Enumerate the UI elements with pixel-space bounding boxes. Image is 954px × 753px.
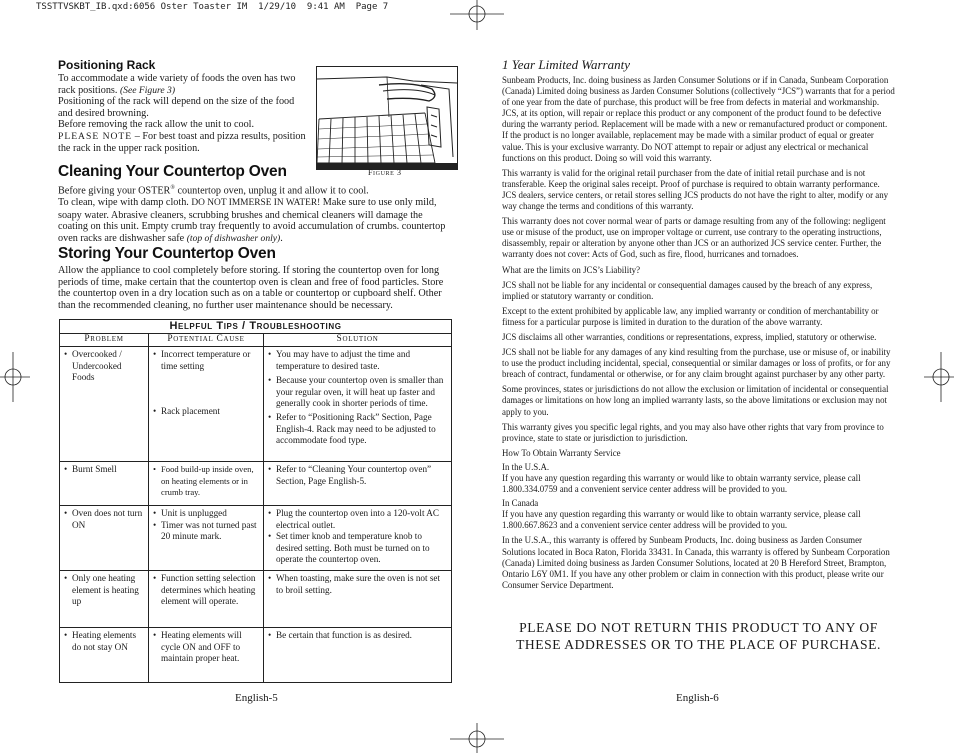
cleaning-paragraph-2 — [58, 197, 452, 244]
solution-cell — [264, 347, 452, 462]
cause-item: • Function setting selection determines which heating element will operate. — [152, 573, 260, 607]
table-row — [60, 506, 452, 571]
cleaning-text-1b: countertop oven, unplug it and allow it to cool. — [174, 185, 369, 197]
immerse-warning: DO NOT IMMERSE IN WATER! — [191, 197, 321, 208]
problem-cell — [60, 571, 149, 628]
table-row — [60, 628, 452, 683]
canada-text: If you have any question regarding this warranty or would like to obtain warranty service, please call 1.800.667.8623 and a convenient service center address will be provided to you. — [502, 509, 861, 531]
table-row — [60, 462, 452, 506]
positioning-paragraph-3: Before removing the rack allow the unit to cool. — [58, 119, 255, 131]
problem-cell — [60, 462, 149, 506]
problem-text: • Oven does not turn ON — [63, 508, 145, 531]
header-problem: Problem — [60, 334, 149, 347]
registration-mark-left — [0, 352, 30, 402]
solution-item: • When toasting, make sure the oven is not set to broil setting. — [267, 573, 448, 596]
note-label: PLEASE NOTE — [58, 130, 133, 142]
cause-cell — [149, 506, 264, 571]
registered-mark: ® — [170, 185, 175, 191]
table-title-row — [60, 320, 452, 334]
table-row — [60, 571, 452, 628]
storing-heading: Storing Your Countertop Oven — [58, 245, 276, 262]
solution-cell — [264, 571, 452, 628]
liability-paragraph: JCS shall not be liable for any incidental or consequential damages caused by the breach of any express, implied or statutory warranty or condition. — [502, 279, 873, 301]
problem-text: • Only one heating element is heating up — [63, 573, 145, 607]
cause-cell — [149, 347, 264, 462]
solution-cell — [264, 628, 452, 683]
liability-paragraph: Except to the extent prohibited by applicable law, any implied warranty or condition of merchantability or fitness for a particular purpose is limited in duration to the duration of the above warranty. — [502, 305, 879, 327]
header-solution: Solution — [264, 334, 452, 347]
liability-question: What are the limits on JCS’s Liability? — [502, 264, 641, 275]
table-title: Helpful Tips / Troubleshooting — [60, 320, 452, 334]
positioning-note — [58, 131, 310, 154]
problem-cell — [60, 506, 149, 571]
table-header-row — [60, 334, 452, 347]
printer-slug: TSSTTVSKBT_IB.qxd:6056 Oster Toaster IM 1/29/10 9:41 AM Page 7 — [36, 2, 389, 12]
liability-paragraph: This warranty gives you specific legal rights, and you may also have other rights that vary from province to province, state to state or jurisdiction to jurisdiction. — [502, 421, 884, 443]
troubleshooting-table — [59, 319, 452, 683]
cause-cell — [149, 462, 264, 506]
solution-item: • Set timer knob and temperature knob to desired setting. Both must be turned on to operate the countertop oven. — [267, 531, 448, 565]
final-paragraph: In the U.S.A., this warranty is offered by Sunbeam Products, Inc. doing business as Jarden Consumer Solutions located in Boca Raton, Florida 33431. In Canada, this warranty is offered by Sunbeam Corporation (Canada) Limited doing business as Jarden Consumer Solutions, located at 20 B Hereford Street, Brampton, Ontario L6Y 0M1. If you have any other problem or claim in connection with this product, please write our Consumer Service Department. — [502, 535, 890, 590]
solution-item: • Plug the countertop oven into a 120-volt AC electrical outlet. — [267, 508, 448, 531]
cause-item: • Food build-up inside oven, on heating elements or in crumb tray. — [152, 464, 260, 498]
cause-item: • Unit is unplugged — [152, 508, 260, 519]
cause-item: • Timer was not turned past 20 minute mark. — [152, 520, 260, 543]
cleaning-paragraph-1 — [58, 183, 452, 197]
storing-paragraph: Allow the appliance to cool completely before storing. If storing the countertop oven for long periods of time, make certain that the countertop oven is clean and free of food particles. Store the countertop oven in a dry location such as on a table or countertop or cupboard shelf. Other than the recommended cleaning, no further user maintenance should be necessary. — [58, 265, 444, 311]
figure-caption-text: Figure 3 — [368, 168, 402, 177]
how-to-heading: How To Obtain Warranty Service — [502, 447, 621, 458]
liability-paragraph: JCS disclaims all other warranties, conditions or representations, express, implied, statutory or otherwise. — [502, 331, 877, 342]
registration-mark-right — [924, 352, 954, 402]
note-text: – For best toast and pizza results, position the rack in the upper rack position. — [58, 130, 306, 154]
table-row — [60, 347, 452, 462]
dishwasher-note: (top of dishwasher only) — [186, 232, 281, 244]
figure-reference: (See Figure 3) — [119, 84, 176, 96]
warranty-heading: 1 Year Limited Warranty — [502, 57, 630, 72]
cause-cell — [149, 571, 264, 628]
warranty-paragraph: This warranty does not cover normal wear of parts or damage resulting from any of the following: negligent use or misuse of the product, use on improper voltage or current, use contrary to the operating instructions, disassembly, repair or alteration by anyone other than JCS or an authorized JCS service center. Further, the warranty does not cover: Acts of God, such as fire, flood, hurricanes and tornadoes. — [502, 216, 886, 260]
usa-text: If you have any question regarding this warranty or would like to obtain warranty service, please call 1.800.334.0759 and a convenient service center address will be provided to you. — [502, 473, 861, 495]
cleaning-text-2b: Make sure to use only mild, soapy water. Abrasive cleaners, scrubbing brushes and chemical cleaners will damage the coating on this unit. Empty crumb tray frequently to avoid accumulation of crumbs. countertop oven racks are dishwasher safe — [58, 196, 446, 244]
solution-item: • Refer to “Positioning Rack” Section, Page English-4. Rack may need to be adjusted to accommodate food type. — [267, 412, 448, 446]
page-number-left: English-5 — [235, 692, 278, 704]
solution-item: • Because your countertop oven is smaller than your regular oven, it will heat up faster and generally cook in shorter periods of time. — [267, 375, 448, 409]
positioning-rack-heading: Positioning Rack — [58, 58, 156, 72]
cleaning-text-1a: Before giving your OSTER — [58, 185, 171, 197]
positioning-rack-section — [58, 58, 310, 154]
return-warning: PLEASE DO NOT RETURN THIS PRODUCT TO ANY OF THESE ADDRESSES OR TO THE PLACE OF PURCHASE. — [516, 620, 881, 652]
cleaning-section — [58, 163, 452, 244]
header-potential-cause: Potential Cause — [149, 334, 264, 347]
storing-section — [58, 245, 452, 311]
cause-item: • Incorrect temperature or time setting — [152, 349, 260, 372]
cleaning-text-end: . — [280, 232, 283, 244]
page-number-right: English-6 — [676, 692, 719, 704]
canada-label: In Canada — [502, 498, 539, 509]
liability-paragraph: JCS shall not be liable for any damages of any kind resulting from the purchase, use or misuse of, or inability to use the product including incidental, special, consequential or similar damages or loss of profits, or for any breach of contract, fundamental or otherwise, or for any claim brought against purchaser by any other party. — [502, 347, 891, 380]
cleaning-text-2a: To clean, wipe with damp cloth. — [58, 196, 192, 208]
registration-mark-bottom — [450, 723, 504, 753]
positioning-text-1: To accommodate a wide variety of foods the oven has two rack positions. — [58, 73, 296, 96]
warranty-paragraph: This warranty is valid for the original retail purchaser from the date of initial retail purchase and is not transferable. Keep the original sales receipt. Proof of purchase is required to obtain warranty performance. JCS dealers, service centers, or retail stores selling JCS products do not have the right to alter, modify or any way change the terms and conditions of this warranty. — [502, 167, 889, 212]
problem-text: • Overcooked / Undercooked Foods — [63, 349, 145, 383]
warranty-paragraph: Sunbeam Products, Inc. doing business as Jarden Consumer Solutions or if in Canada, Sunbeam Corporation (Canada) Limited doing business as Jarden Consumer Solutions (collectively “JCS”) warrants that for a period of one year from the date of purchase, this product will be free from defects in material and workmanship. JCS, at its option, will repair or replace this product or any component of the product found to be defective during the warranty period. Replacement will be made with a new or remanufactured product or component. If the product is no longer available, replacement may be made with a similar product of equal or greater value. This is your exclusive warranty. Do NOT attempt to repair or adjust any electrical or mechanical functions on this product. Doing so will void this warranty. — [502, 75, 895, 163]
warranty-section — [502, 57, 895, 591]
problem-cell — [60, 347, 149, 462]
cause-item: • Rack placement — [152, 406, 260, 417]
positioning-paragraph-2: Positioning of the rack will depend on the size of the food and desired browning. — [58, 96, 295, 119]
problem-cell — [60, 628, 149, 683]
solution-cell — [264, 462, 452, 506]
problem-text: • Heating elements do not stay ON — [63, 630, 145, 653]
cause-cell — [149, 628, 264, 683]
solution-cell — [264, 506, 452, 571]
usa-label: In the U.S.A. — [502, 461, 550, 472]
figure-3-illustration — [316, 66, 458, 170]
registration-mark-top — [450, 0, 504, 30]
solution-item: • You may have to adjust the time and temperature to desired taste. — [267, 349, 448, 372]
oven-rack-drawing — [317, 67, 457, 169]
cause-item: • Heating elements will cycle ON and OFF to maintain proper heat. — [152, 630, 260, 664]
positioning-paragraph-1 — [58, 73, 310, 96]
problem-text: • Burnt Smell — [63, 464, 145, 475]
liability-paragraph: Some provinces, states or jurisdictions do not allow the exclusion or limitation of incidental or consequential damages or limitations on how long an implied warranty lasts, so the above limitations or exclusion may not apply to you. — [502, 384, 889, 417]
solution-item: • Be certain that function is as desired. — [267, 630, 448, 641]
cleaning-heading: Cleaning Your Countertop Oven — [58, 163, 287, 180]
solution-item: • Refer to “Cleaning Your countertop oven” Section, Page English-5. — [267, 464, 448, 487]
